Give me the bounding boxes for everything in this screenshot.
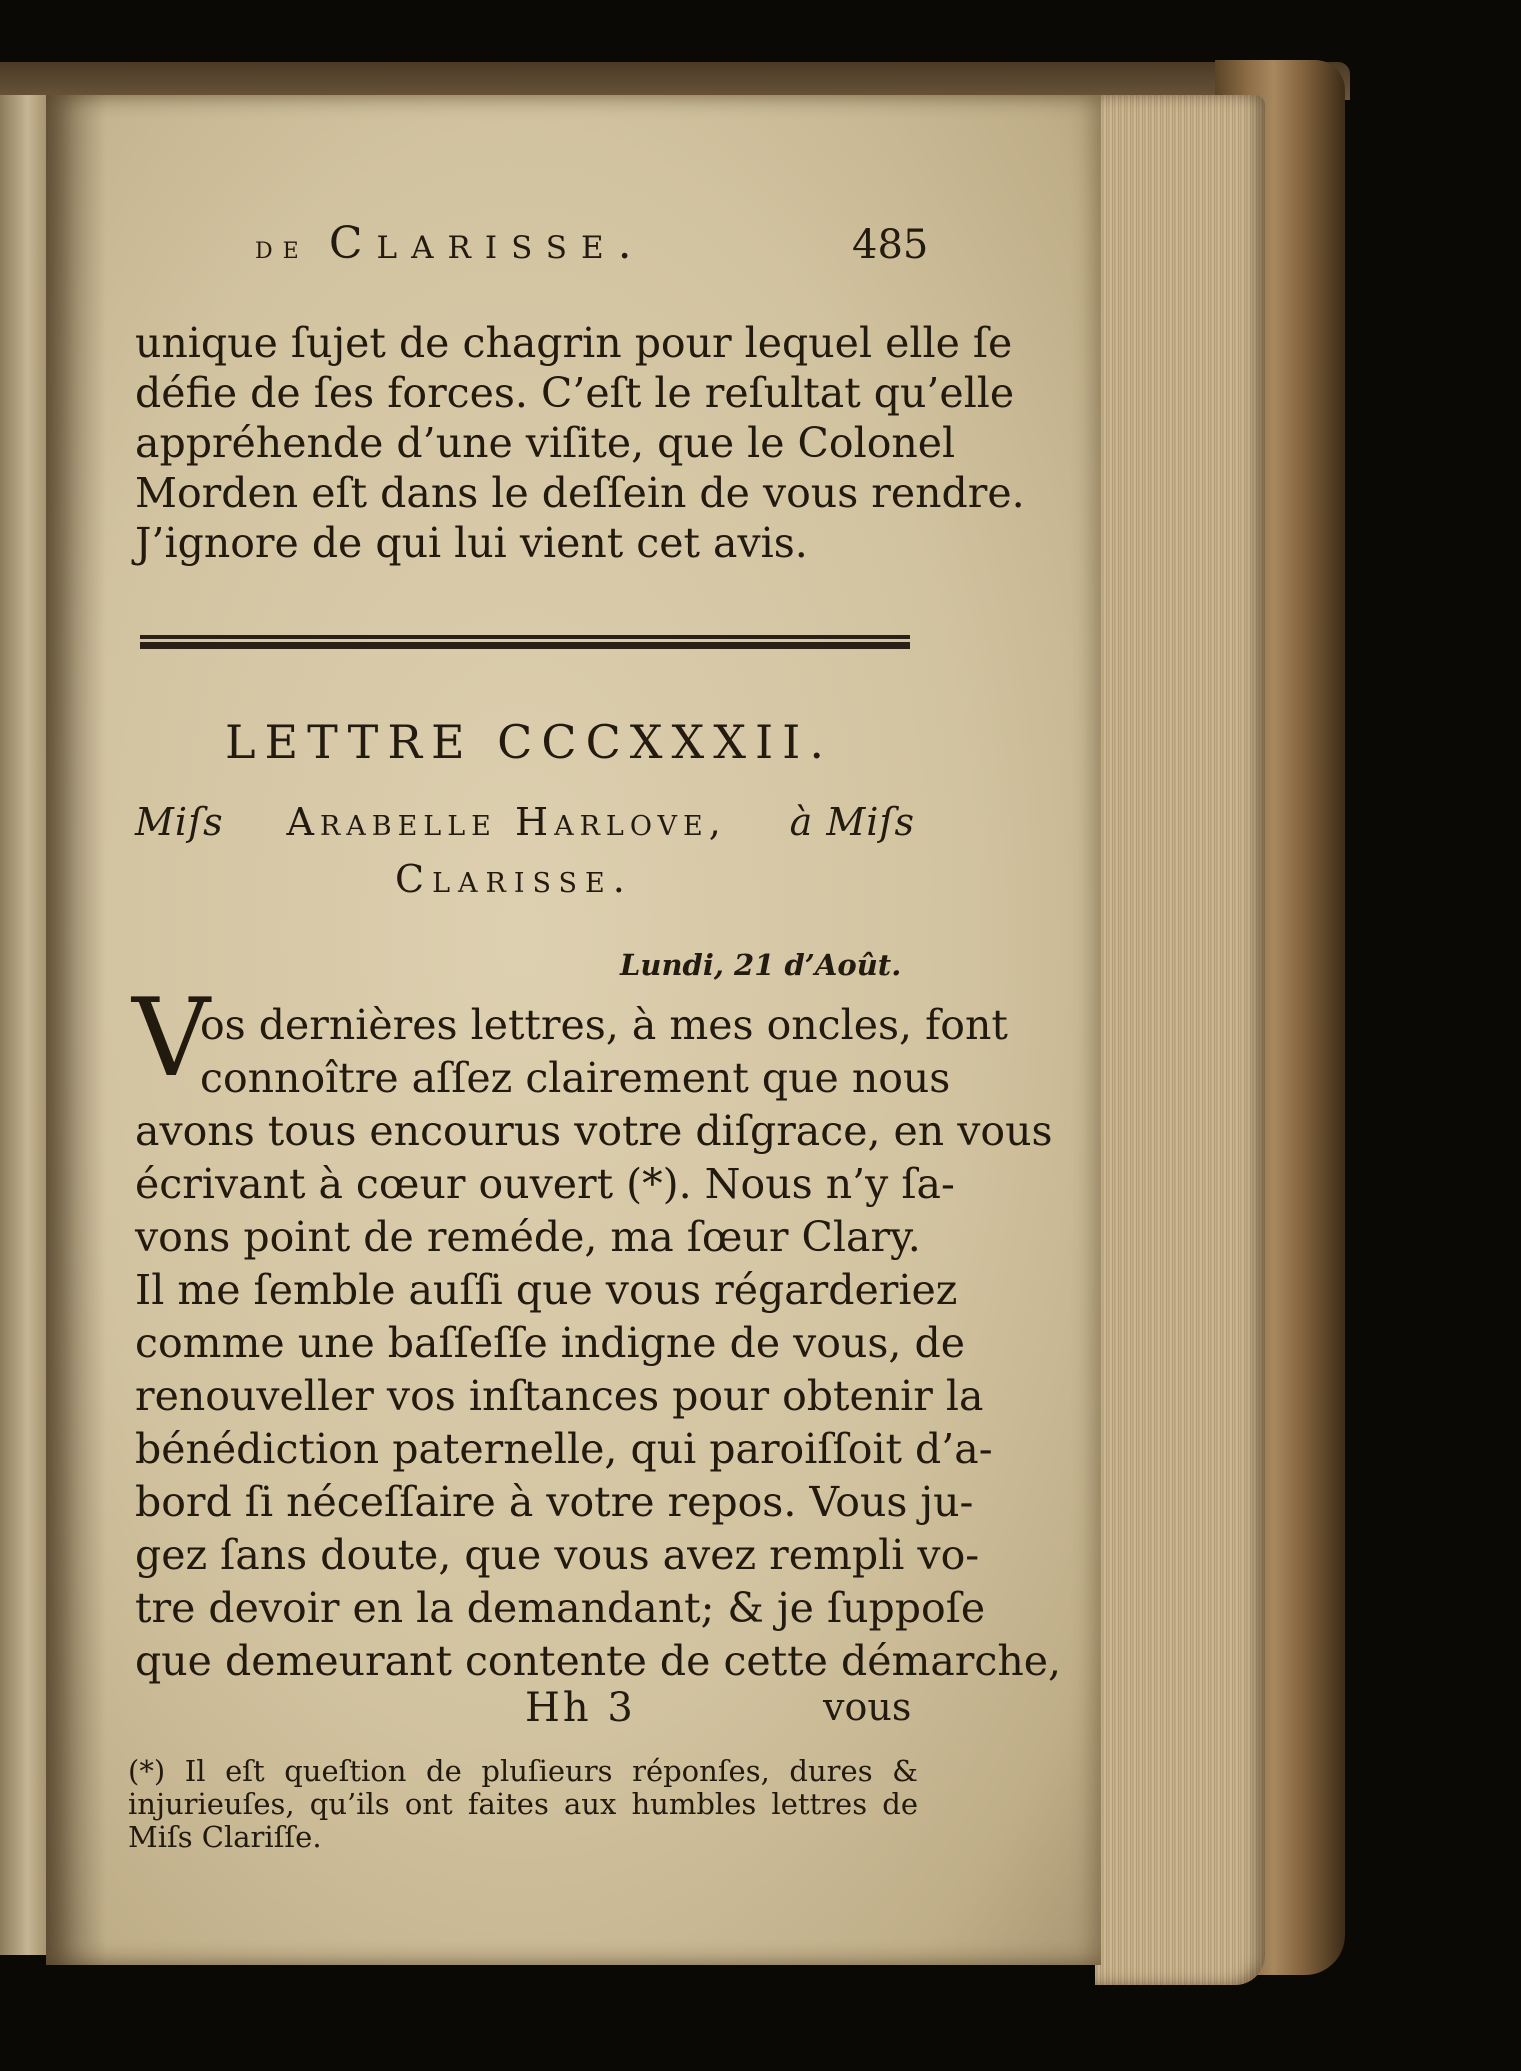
letter-title: LETTRE CCCXXXII. bbox=[225, 715, 833, 769]
letter-line: vons point de reméde, ma ſœur Clary. bbox=[135, 1213, 921, 1261]
running-head bbox=[255, 218, 646, 269]
running-head-title: Clarisse. bbox=[328, 218, 646, 269]
running-head-prefix: de bbox=[255, 228, 309, 266]
carryover-line: J’ignore de qui lui vient cet avis. bbox=[135, 519, 808, 567]
letter-line: os dernières lettres, à mes oncles, font bbox=[200, 1001, 1008, 1049]
catchword: vous bbox=[823, 1685, 912, 1729]
letter-line: que demeurant contente de cette démarche, bbox=[135, 1637, 1062, 1685]
letter-line: renouveller vos inſtances pour obtenir la bbox=[135, 1372, 984, 1420]
letter-line: bord ſi néceſſaire à votre repos. Vous ju- bbox=[135, 1478, 974, 1526]
footnote-line: (*) Il eſt queſtion de pluſieurs réponſes, dures & bbox=[128, 1754, 918, 1788]
section-divider-rule bbox=[140, 635, 910, 649]
letter-line: tre devoir en la demandant; & je ſuppoſe bbox=[135, 1584, 986, 1632]
letter-line: Il me ſemble auſſi que vous régarderiez bbox=[135, 1266, 958, 1314]
footnote-line: Miſs Clariſſe. bbox=[128, 1820, 322, 1854]
carryover-line: défie de ſes forces. C’eſt le reſultat qu’elle bbox=[135, 369, 1015, 417]
footnote-line: injurieuſes, qu’ils ont faites aux humbles lettres de bbox=[128, 1787, 918, 1821]
from-name: Arabelle Harlove, bbox=[286, 800, 727, 844]
page-edges bbox=[1095, 95, 1265, 1985]
to-prefix: à Miſs bbox=[789, 800, 915, 844]
letter-line: avons tous encourus votre diſgrace, en vous bbox=[135, 1107, 1053, 1155]
from-prefix: Miſs bbox=[135, 800, 224, 844]
left-page-sliver bbox=[0, 95, 49, 1955]
carryover-line: unique ſujet de chagrin pour lequel elle ſe bbox=[135, 319, 1013, 367]
letter-line: bénédiction paternelle, qui paroiſſoit d’a- bbox=[135, 1425, 993, 1473]
letter-correspondents bbox=[135, 800, 915, 844]
letter-line: écrivant à cœur ouvert (*). Nous n’y ſa- bbox=[135, 1160, 955, 1208]
to-name: Clarisse. bbox=[395, 857, 633, 901]
letter-line: connoître aſſez clairement que nous bbox=[200, 1054, 951, 1102]
carryover-line: appréhende d’une viſite, que le Colonel bbox=[135, 419, 956, 467]
dateline: Lundi, 21 d’Août. bbox=[620, 948, 902, 982]
letter-line: gez ſans doute, que vous avez rempli vo- bbox=[135, 1531, 980, 1579]
page-number: 485 bbox=[852, 222, 929, 268]
letter-line: comme une baſſeſſe indigne de vous, de bbox=[135, 1319, 965, 1367]
carryover-line: Morden eſt dans le deſſein de vous rendre. bbox=[135, 469, 1025, 517]
signature-mark: Hh 3 bbox=[525, 1685, 636, 1731]
drop-cap: V bbox=[132, 976, 210, 1101]
page-gutter-shadow bbox=[46, 95, 106, 1965]
